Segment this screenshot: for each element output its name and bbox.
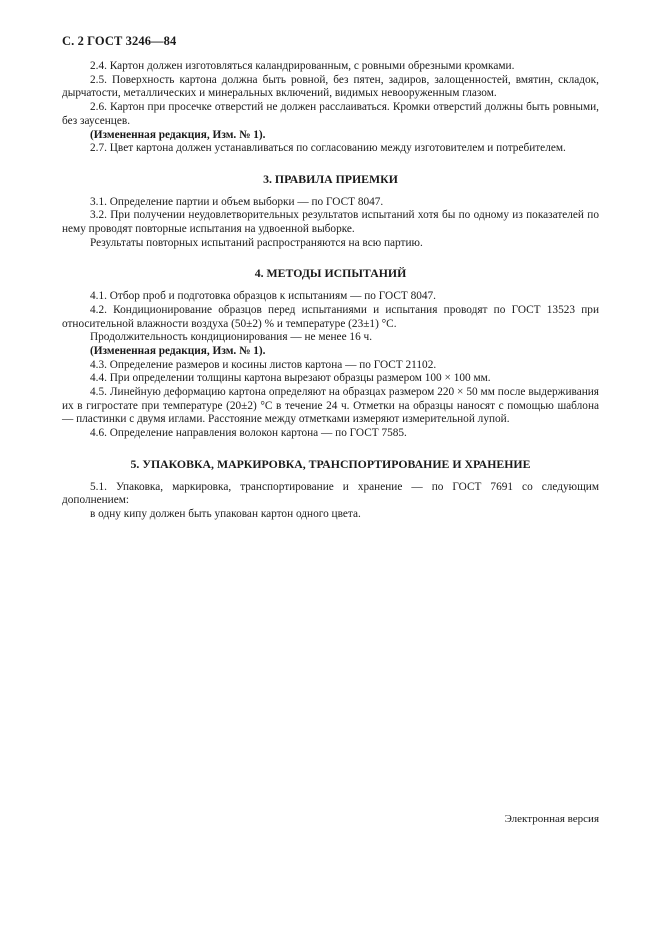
paragraph-5-1-cont: в одну кипу должен быть упакован картон одного цвета.	[90, 507, 361, 520]
paragraph-2-7: 2.7. Цвет картона должен устанавливаться по согласованию между изготовителем и потребителем.	[90, 142, 566, 155]
paragraph-2-6: 2.6. Картон при просечке отверстий не должен расслаиваться. Кромки отверстий должны быть ровными, без заусенцев.	[62, 101, 599, 127]
paragraph-3-2-cont: Результаты повторных испытаний распространяются на всю партию.	[90, 236, 423, 249]
document-body	[62, 60, 599, 522]
paragraph-4-3: 4.3. Определение размеров и косины листов картона — по ГОСТ 21102.	[90, 358, 437, 371]
paragraph-5-1: 5.1. Упаковка, маркировка, транспортирование и хранение — по ГОСТ 7691 со следующим дополнением:	[62, 480, 599, 507]
paragraph-4-1: 4.1. Отбор проб и подготовка образцов к испытаниям — по ГОСТ 8047.	[90, 290, 437, 303]
paragraph-4-5: 4.5. Линейную деформацию картона определяют на образцах размером 220 × 50 мм после выдерживания их в гигростате при температуре (20±2) °С в течение 24 ч. Отметки на образцы наносят с помощью шаблона — пластинки с двумя иглами. Расстояние между отметками измеряют измерительной лупой.	[62, 386, 599, 426]
paragraph-3-2: 3.2. При получении неудовлетворительных результатов испытаний хотя бы по одному из показателей по нему проводят повторные испытания на удвоенной выборке.	[62, 209, 599, 236]
page-header: С. 2 ГОСТ 3246—84	[62, 34, 177, 48]
amendment-note: (Измененная редакция, Изм. № 1).	[90, 128, 266, 141]
paragraph-4-6: 4.6. Определение направления волокон картона — по ГОСТ 7585.	[90, 427, 407, 440]
section-heading-packaging: 5. УПАКОВКА, МАРКИРОВКА, ТРАНСПОРТИРОВАНИЕ И ХРАНЕНИЕ	[130, 456, 531, 471]
amendment-note: (Измененная редакция, Изм. № 1).	[90, 344, 266, 357]
paragraph-2-4: 2.4. Картон должен изготовляться каландрированным, с ровными обрезными кромками.	[90, 60, 515, 72]
paragraph-4-2-cont: Продолжительность кондиционирования — не менее 16 ч.	[90, 331, 373, 344]
section-heading-acceptance: 3. ПРАВИЛА ПРИЕМКИ	[263, 171, 398, 186]
section-heading-test-methods: 4. МЕТОДЫ ИСПЫТАНИЙ	[254, 266, 407, 281]
footer-electronic-version: Электронная версия	[504, 813, 599, 825]
paragraph-4-4: 4.4. При определении толщины картона вырезают образцы размером 100 × 100 мм.	[90, 372, 491, 385]
paragraph-3-1: 3.1. Определение партии и объем выборки — по ГОСТ 8047.	[90, 195, 384, 208]
paragraph-4-2: 4.2. Кондиционирование образцов перед испытаниями и испытания проводят по ГОСТ 13523 при относительной влажности воздуха (50±2) % и температуре (23±1) °С.	[62, 303, 599, 330]
paragraph-2-5: 2.5. Поверхность картона должна быть ровной, без пятен, задиров, залощенностей, вмятин, складок, дырчатости, металлических и минеральных включений, видимых невооруженным глазом.	[62, 73, 599, 100]
